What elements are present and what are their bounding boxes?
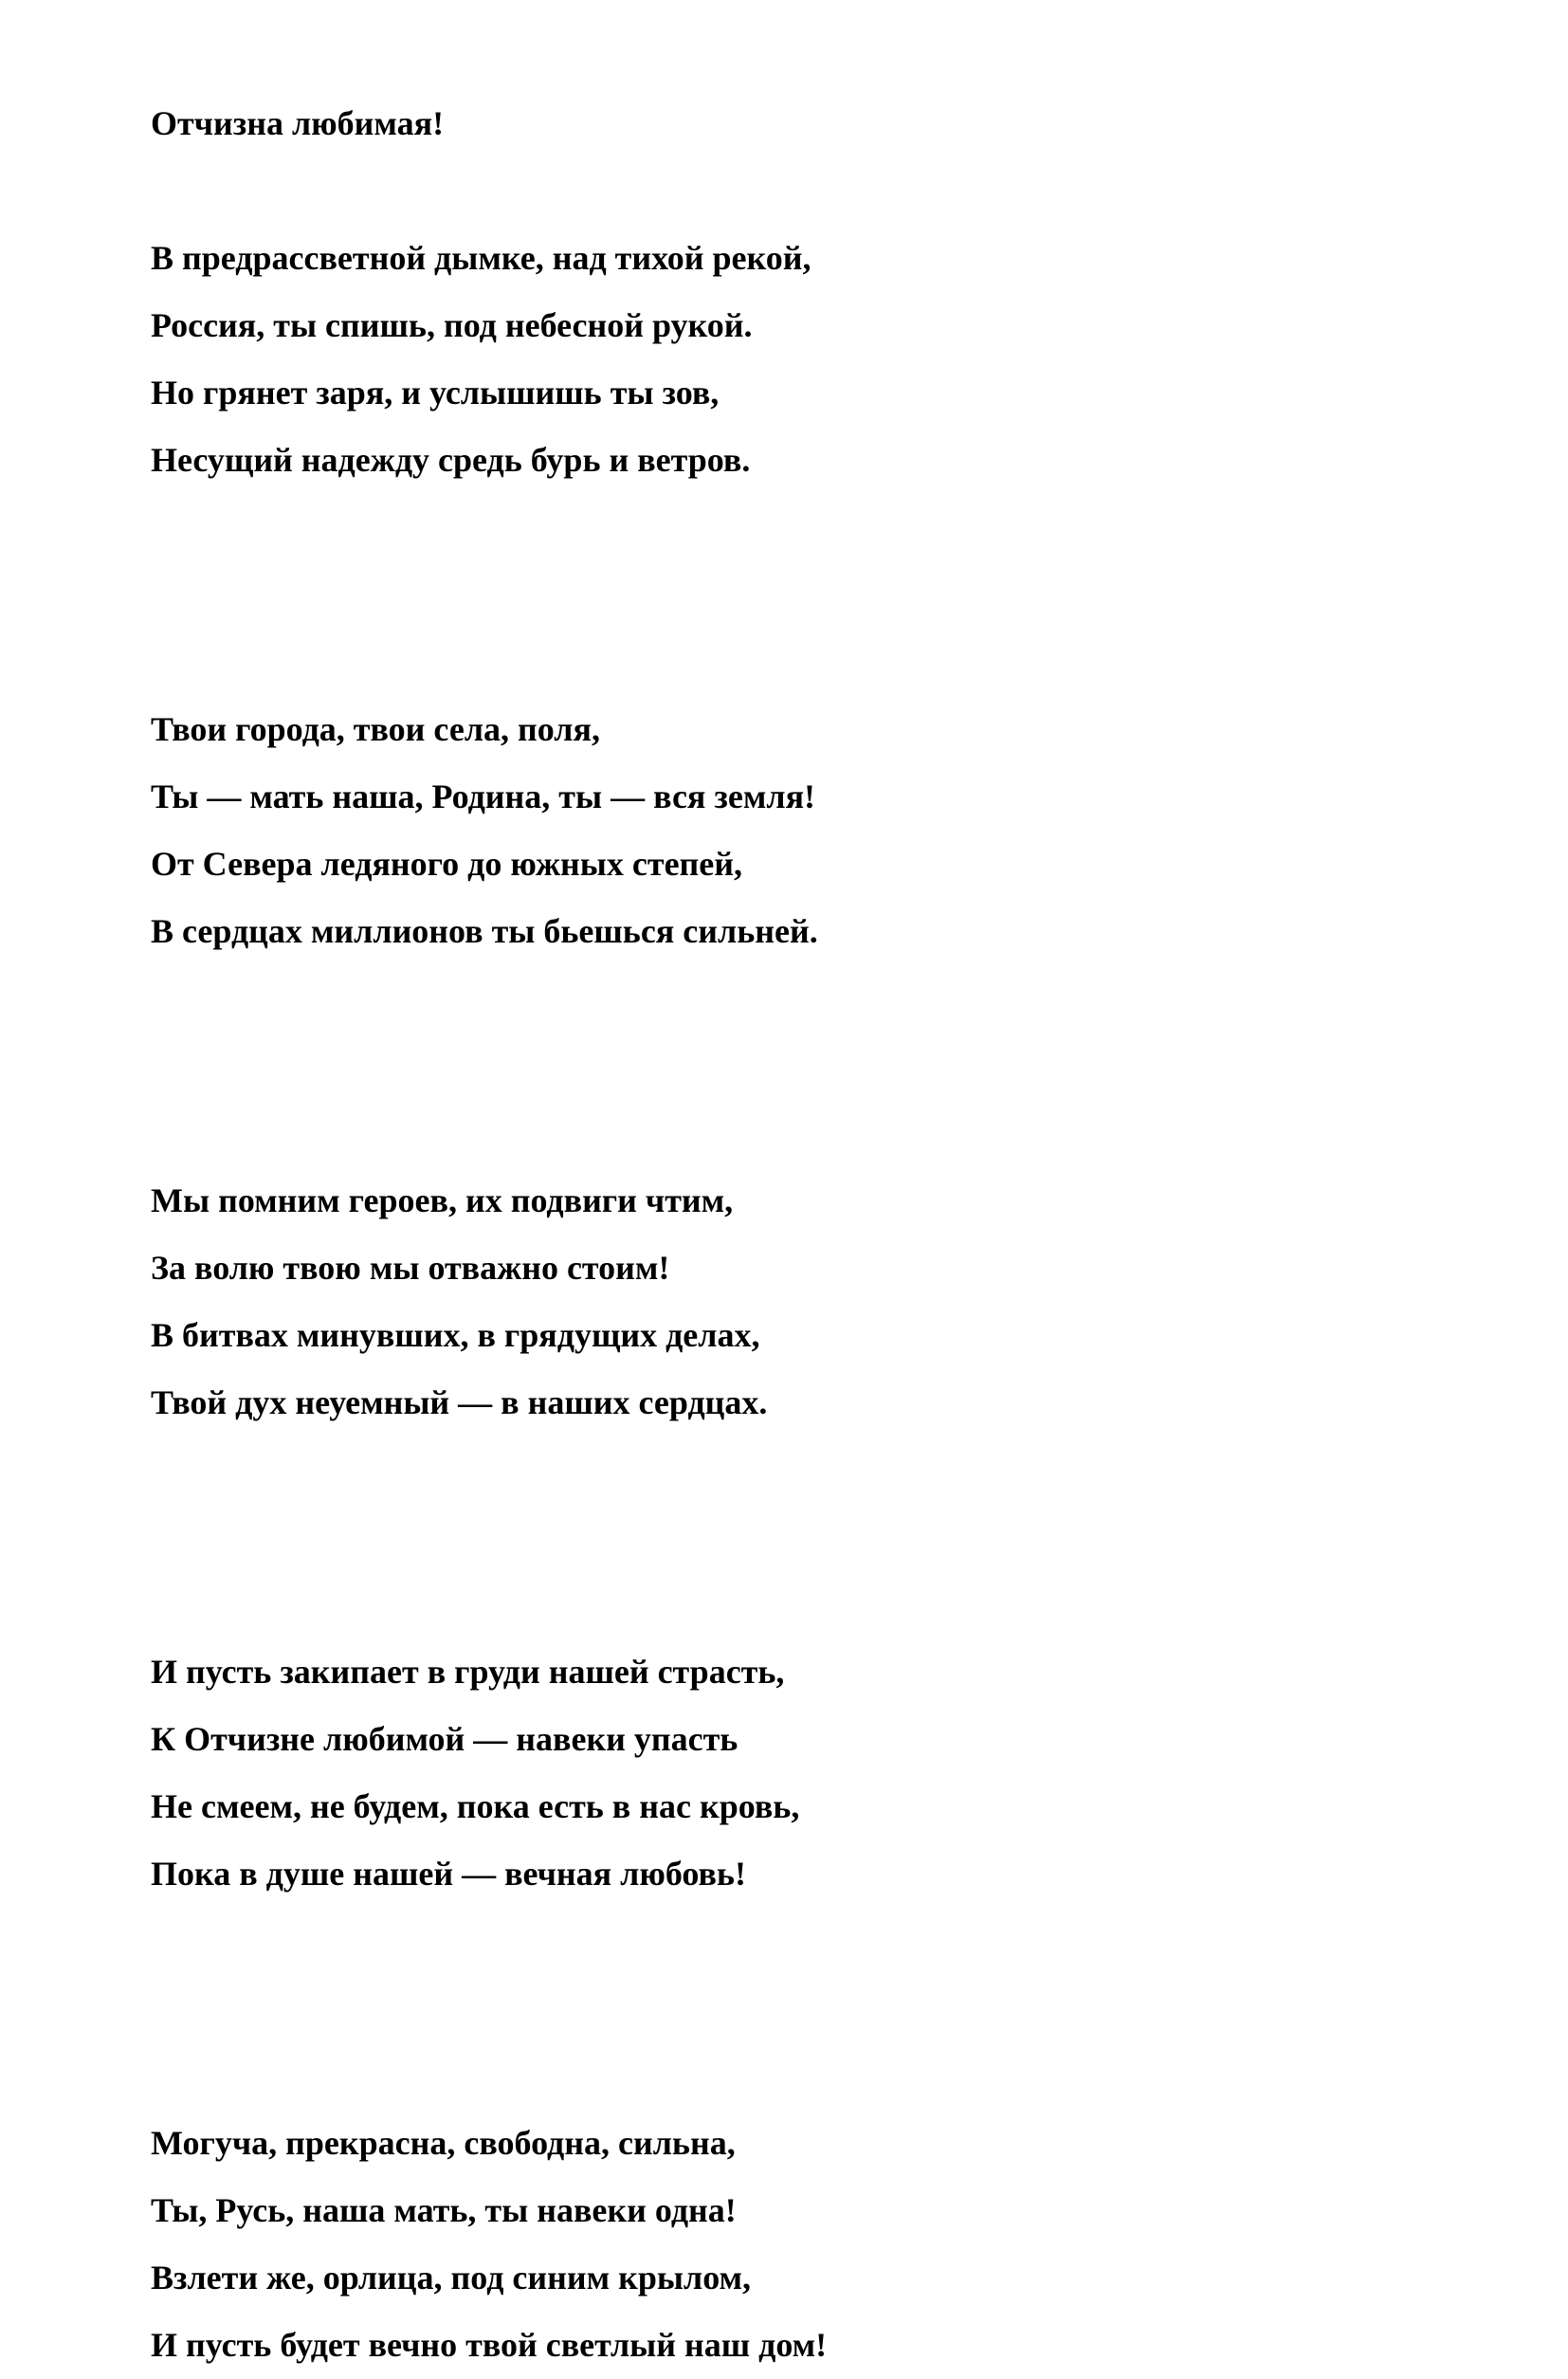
poem-line: Твой дух неуемный — в наших сердцах.	[151, 1383, 768, 1421]
poem-line: Взлети же, орлица, под синим крылом,	[151, 2259, 752, 2297]
title-spacer	[151, 157, 1421, 225]
stanza-spacer	[151, 1437, 1421, 1638]
poem-title: Отчизна любимая!	[151, 104, 445, 142]
poem-line: За волю твою мы отважно стоим!	[151, 1249, 670, 1287]
poem-line: Ты, Русь, наша мать, ты навеки одна!	[151, 2191, 737, 2229]
poem-line: В битвах минувших, в грядущих делах,	[151, 1316, 760, 1354]
poem-line: Ты — мать наша, Родина, ты — вся земля!	[151, 778, 816, 815]
stanza-5	[151, 2110, 1421, 2379]
stanza-spacer	[151, 494, 1421, 696]
stanza-spacer	[151, 1908, 1421, 2110]
poem-line: И пусть будет вечно твой светлый наш дом!	[151, 2326, 828, 2364]
stanza-1	[151, 225, 1421, 494]
poem-line: Россия, ты спишь, под небесной рукой.	[151, 306, 753, 344]
poem-line: Пока в душе нашей — вечная любовь!	[151, 1855, 746, 1893]
poem-line: И пусть закипает в груди нашей страсть,	[151, 1653, 785, 1691]
poem-line: Не смеем, не будем, пока есть в нас кровь,	[151, 1787, 800, 1825]
stanza-2	[151, 696, 1421, 965]
poem-line: В сердцах миллионов ты бьешься сильней.	[151, 912, 818, 950]
poem-line: Твои города, твои села, поля,	[151, 710, 600, 748]
poem-line: От Севера ледяного до южных степей,	[151, 845, 743, 883]
poem-line: Но грянет заря, и услышишь ты зов,	[151, 374, 720, 412]
stanza-spacer	[151, 965, 1421, 1167]
poem-line: Могуча, прекрасна, свободна, сильна,	[151, 2124, 736, 2162]
stanza-4	[151, 1638, 1421, 1908]
poem	[151, 90, 1421, 2379]
poem-line: Несущий надежду средь бурь и ветров.	[151, 441, 751, 479]
stanza-3	[151, 1167, 1421, 1437]
poem-line: Мы помним героев, их подвиги чтим,	[151, 1181, 734, 1219]
poem-line: К Отчизне любимой — навеки упасть	[151, 1720, 738, 1758]
poem-line: В предрассветной дымке, над тихой рекой,	[151, 239, 811, 277]
